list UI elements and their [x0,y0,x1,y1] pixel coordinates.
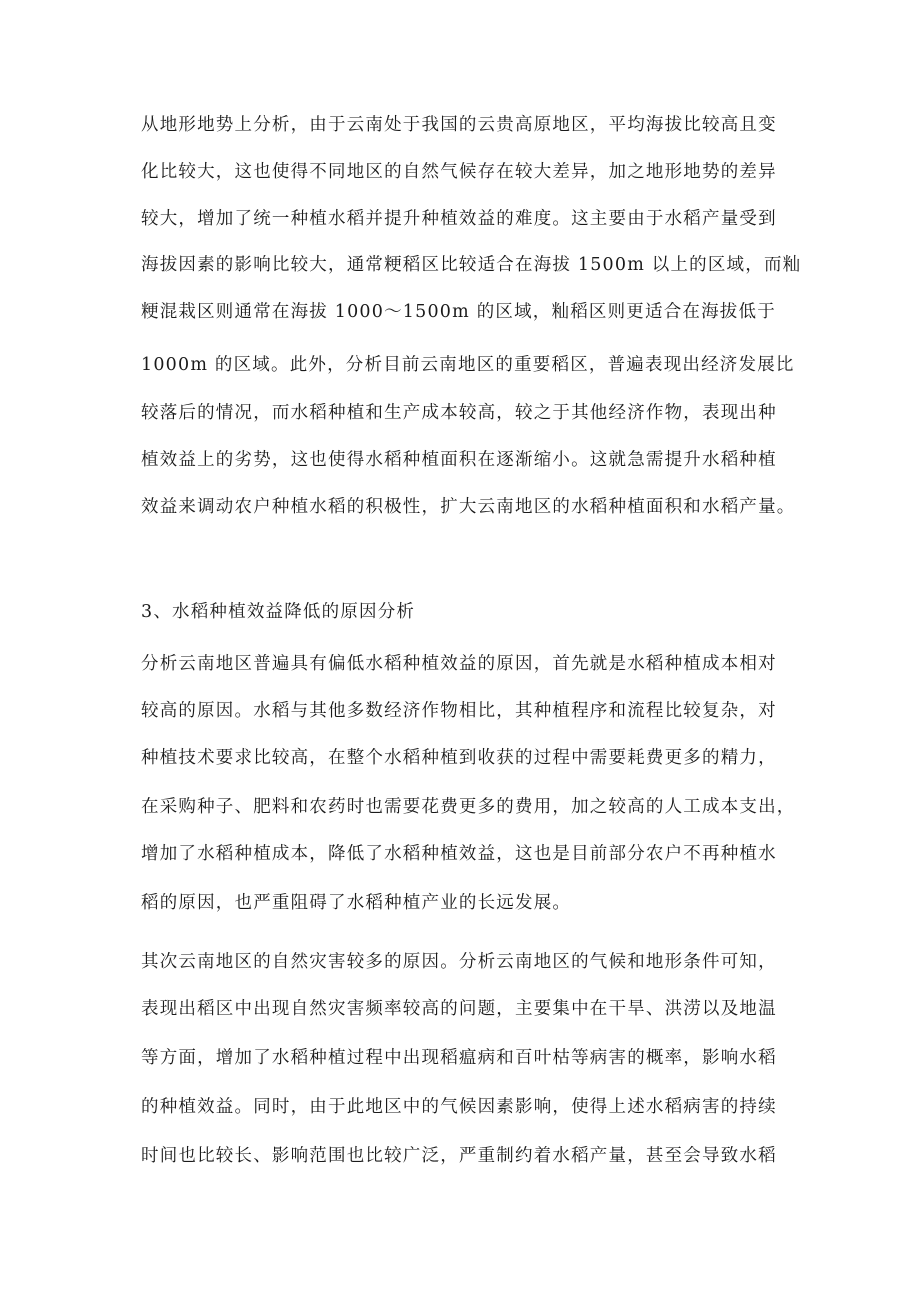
text-line: 较大，增加了统一种植水稻并提升种植效益的难度。这主要由于水稻产量受到 [141,209,777,229]
text-line: 种植技术要求比较高，在整个水稻种植到收获的过程中需要耗费更多的精力， [141,748,777,768]
text-line: 海拔因素的影响比较大，通常粳稻区比较适合在海拔 1500m 以上的区域，而籼 [141,255,802,275]
text-line: 植效益上的劣势，这也使得水稻种植面积在逐渐缩小。这就急需提升水稻种植 [141,450,777,470]
text-line: 表现出稻区中出现自然灾害频率较高的问题，主要集中在干旱、洪涝以及地温 [141,999,777,1019]
text-line: 粳混栽区则通常在海拔 1000～1500m 的区域，籼稻区则更适合在海拔低于 [141,302,776,322]
section-heading: 3、水稻种植效益降低的原因分析 [141,602,416,622]
text-line: 1000m 的区域。此外，分析目前云南地区的重要稻区，普遍表现出经济发展比 [141,355,795,375]
text-line: 化比较大，这也使得不同地区的自然气候存在较大差异，加之地形地势的差异 [141,162,777,182]
text-line: 效益来调动农户种植水稻的积极性，扩大云南地区的水稻种植面积和水稻产量。 [141,497,796,517]
text-line: 分析云南地区普遍具有偏低水稻种植效益的原因，首先就是水稻种植成本相对 [141,654,777,674]
text-line: 稻的原因，也严重阻碍了水稻种植产业的长远发展。 [141,893,572,913]
text-line: 其次云南地区的自然灾害较多的原因。分析云南地区的气候和地形条件可知， [141,952,777,972]
text-line: 在采购种子、肥料和农药时也需要花费更多的费用，加之较高的人工成本支出， [141,797,796,817]
text-line: 从地形地势上分析，由于云南处于我国的云贵高原地区，平均海拔比较高且变 [141,115,777,135]
text-line: 较高的原因。水稻与其他多数经济作物相比，其种植程序和流程比较复杂，对 [141,701,777,721]
text-line: 的种植效益。同时，由于此地区中的气候因素影响，使得上述水稻病害的持续 [141,1097,777,1117]
text-line: 较落后的情况，而水稻种植和生产成本较高，较之于其他经济作物，表现出种 [141,403,777,423]
text-line: 时间也比较长、影响范围也比较广泛，严重制约着水稻产量，甚至会导致水稻 [141,1146,777,1166]
text-line: 增加了水稻种植成本，降低了水稻种植效益，这也是目前部分农户不再种植水 [141,844,777,864]
text-line: 等方面，增加了水稻种植过程中出现稻瘟病和百叶枯等病害的概率，影响水稻 [141,1048,777,1068]
